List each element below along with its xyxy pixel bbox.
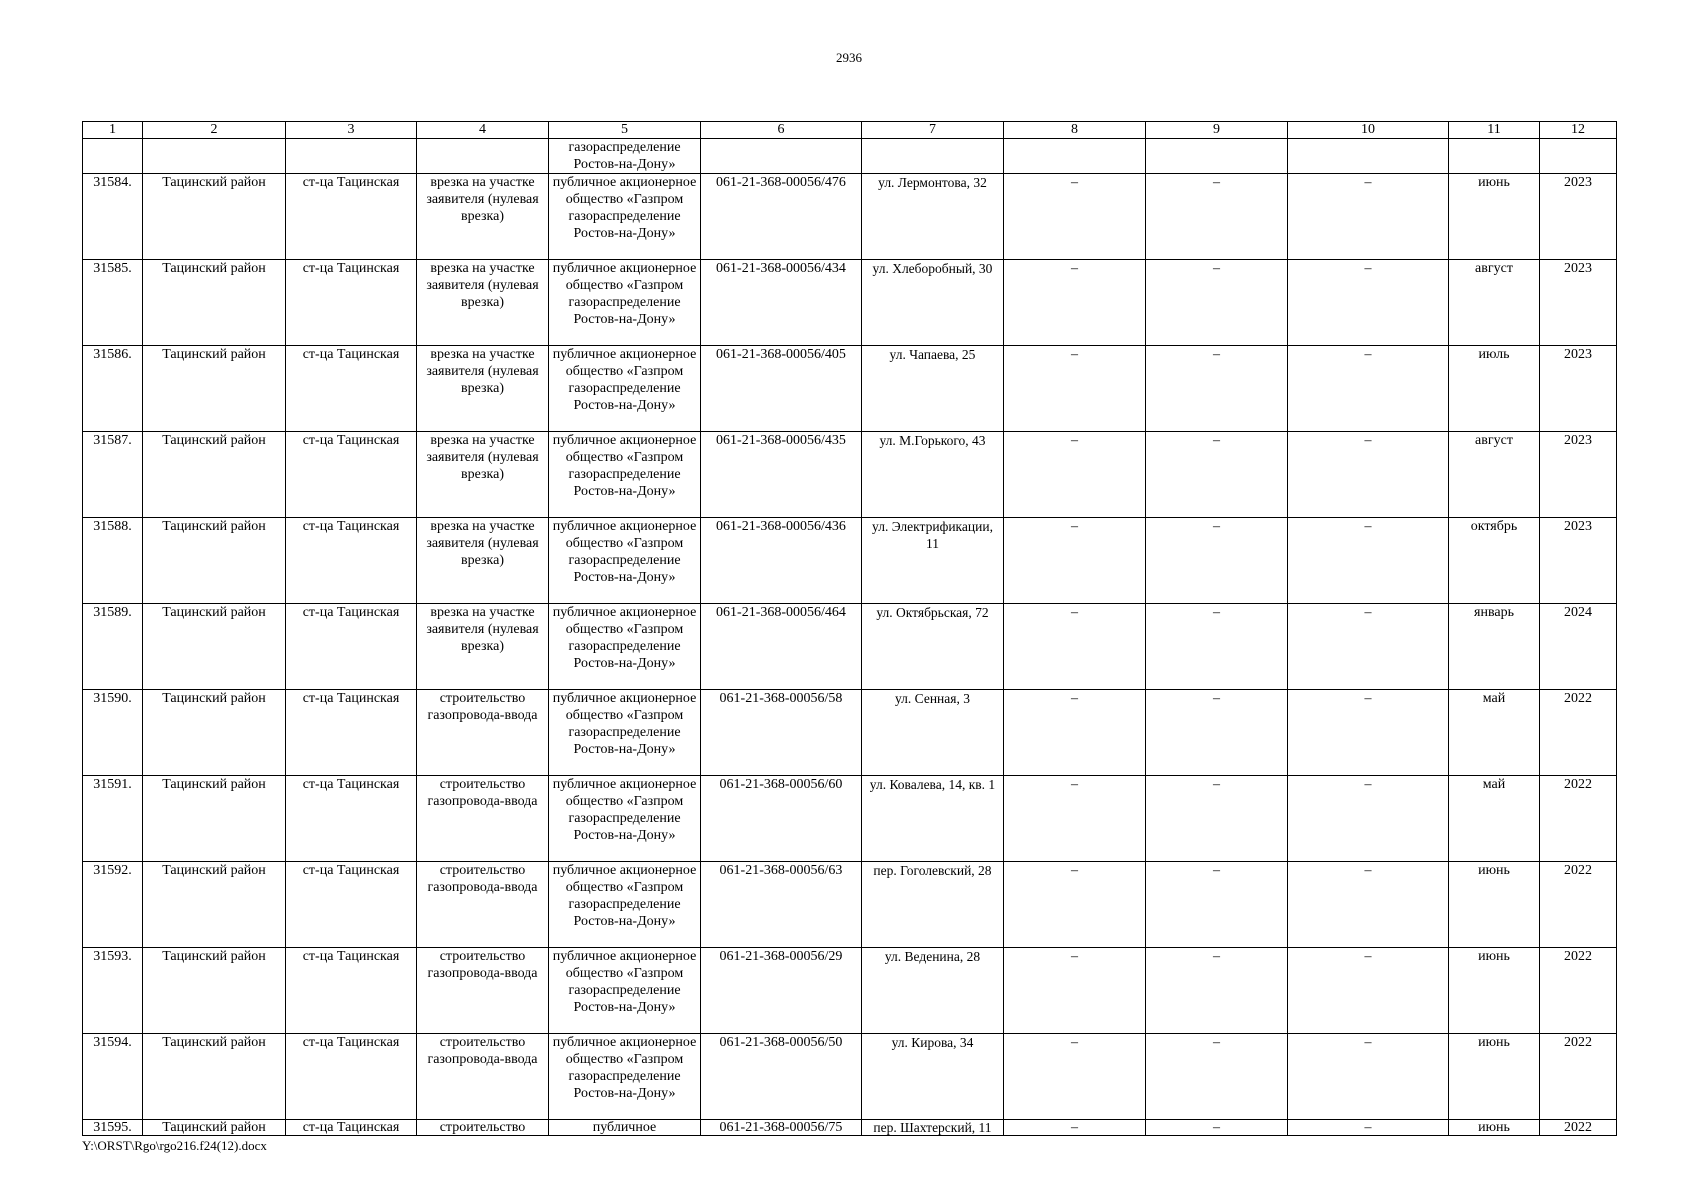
cell-num: 31595. — [83, 1120, 143, 1136]
column-header: 12 — [1540, 122, 1617, 139]
cell-year: 2022 — [1540, 862, 1617, 948]
cell-c9: – — [1146, 862, 1288, 948]
table-row — [83, 948, 1617, 1034]
cell-c8: – — [1004, 432, 1146, 518]
cell-num: 31584. — [83, 174, 143, 260]
cell-month: июнь — [1449, 948, 1540, 1034]
cell-locality: ст-ца Тацинская — [286, 690, 417, 776]
column-header: 3 — [286, 122, 417, 139]
page-number: 2936 — [836, 50, 862, 65]
cell-district: Тацинский район — [143, 862, 286, 948]
cell-code: 061-21-368-00056/75 — [701, 1120, 862, 1136]
cell-address — [862, 139, 1004, 174]
cell-district: Тацинский район — [143, 1034, 286, 1120]
cell-org: публичное акционерное общество «Газпром газораспределение Ростов-на-Дону» — [549, 948, 701, 1034]
cell-c10: – — [1288, 1120, 1449, 1136]
table-row — [83, 260, 1617, 346]
cell-address: ул. Хлеборобный, 30 — [862, 260, 1004, 346]
cell-work: строительство газопровода-ввода — [417, 776, 549, 862]
cell-c8: – — [1004, 260, 1146, 346]
cell-address: ул. Кирова, 34 — [862, 1034, 1004, 1120]
cell-month: январь — [1449, 604, 1540, 690]
cell-locality: ст-ца Тацинская — [286, 862, 417, 948]
cell-org: публичное акционерное общество «Газпром газораспределение Ростов-на-Дону» — [549, 862, 701, 948]
cell-c10: – — [1288, 518, 1449, 604]
cell-locality: ст-ца Тацинская — [286, 1034, 417, 1120]
cell-locality — [286, 139, 417, 174]
cell-locality: ст-ца Тацинская — [286, 604, 417, 690]
cell-org: публичное акционерное общество «Газпром газораспределение Ростов-на-Дону» — [549, 174, 701, 260]
column-header: 5 — [549, 122, 701, 139]
register-table — [82, 121, 1617, 1136]
cell-address: ул. М.Горького, 43 — [862, 432, 1004, 518]
column-header: 10 — [1288, 122, 1449, 139]
cell-c9 — [1146, 139, 1288, 174]
continuation-row — [83, 139, 1617, 174]
cell-district: Тацинский район — [143, 948, 286, 1034]
cell-num: 31593. — [83, 948, 143, 1034]
cell-org: публичное — [549, 1120, 701, 1136]
cell-c10: – — [1288, 346, 1449, 432]
cell-num: 31590. — [83, 690, 143, 776]
cell-num: 31585. — [83, 260, 143, 346]
cell-address: ул. Ковалева, 14, кв. 1 — [862, 776, 1004, 862]
table-row — [83, 776, 1617, 862]
cell-c8: – — [1004, 518, 1146, 604]
cell-c9: – — [1146, 776, 1288, 862]
cell-year: 2023 — [1540, 346, 1617, 432]
cell-code: 061-21-368-00056/50 — [701, 1034, 862, 1120]
cell-work: строительство газопровода-ввода — [417, 690, 549, 776]
cell-num: 31592. — [83, 862, 143, 948]
cell-address: ул. Сенная, 3 — [862, 690, 1004, 776]
cell-district: Тацинский район — [143, 432, 286, 518]
cell-c8: – — [1004, 1034, 1146, 1120]
cell-code — [701, 139, 862, 174]
cell-code: 061-21-368-00056/434 — [701, 260, 862, 346]
cell-month: июнь — [1449, 1120, 1540, 1136]
cell-org: публичное акционерное общество «Газпром газораспределение Ростов-на-Дону» — [549, 260, 701, 346]
column-header: 9 — [1146, 122, 1288, 139]
cell-c10: – — [1288, 432, 1449, 518]
cell-org: публичное акционерное общество «Газпром газораспределение Ростов-на-Дону» — [549, 1034, 701, 1120]
cell-month: май — [1449, 776, 1540, 862]
cell-month: июнь — [1449, 1034, 1540, 1120]
column-header: 6 — [701, 122, 862, 139]
cell-c9: – — [1146, 432, 1288, 518]
cell-district: Тацинский район — [143, 346, 286, 432]
cell-district: Тацинский район — [143, 1120, 286, 1136]
column-header: 7 — [862, 122, 1004, 139]
cell-district: Тацинский район — [143, 260, 286, 346]
cell-num: 31589. — [83, 604, 143, 690]
cell-code: 061-21-368-00056/436 — [701, 518, 862, 604]
cell-year — [1540, 139, 1617, 174]
cell-district: Тацинский район — [143, 604, 286, 690]
cell-c8: – — [1004, 776, 1146, 862]
cell-address: ул. Электрификации, 11 — [862, 518, 1004, 604]
cell-c8: – — [1004, 1120, 1146, 1136]
cell-num: 31591. — [83, 776, 143, 862]
cell-num: 31587. — [83, 432, 143, 518]
cell-code: 061-21-368-00056/60 — [701, 776, 862, 862]
cell-address: ул. Чапаева, 25 — [862, 346, 1004, 432]
cell-year: 2023 — [1540, 518, 1617, 604]
cell-locality: ст-ца Тацинская — [286, 346, 417, 432]
cell-num: 31586. — [83, 346, 143, 432]
cell-code: 061-21-368-00056/464 — [701, 604, 862, 690]
cell-c9: – — [1146, 690, 1288, 776]
cell-work: врезка на участке заявителя (нулевая врезка) — [417, 604, 549, 690]
cell-address: ул. Лермонтова, 32 — [862, 174, 1004, 260]
cell-work: строительство газопровода-ввода — [417, 948, 549, 1034]
cell-work: строительство газопровода-ввода — [417, 1034, 549, 1120]
cell-c10: – — [1288, 604, 1449, 690]
cell-c9: – — [1146, 604, 1288, 690]
cell-c10: – — [1288, 1034, 1449, 1120]
cell-org: публичное акционерное общество «Газпром газораспределение Ростов-на-Дону» — [549, 776, 701, 862]
cell-c9: – — [1146, 260, 1288, 346]
table-row — [83, 604, 1617, 690]
cell-locality: ст-ца Тацинская — [286, 174, 417, 260]
cell-locality: ст-ца Тацинская — [286, 432, 417, 518]
cell-locality: ст-ца Тацинская — [286, 518, 417, 604]
cell-org: публичное акционерное общество «Газпром газораспределение Ростов-на-Дону» — [549, 604, 701, 690]
cell-c8: – — [1004, 948, 1146, 1034]
column-header: 1 — [83, 122, 143, 139]
table-row-partial — [83, 1120, 1617, 1136]
cell-locality: ст-ца Тацинская — [286, 948, 417, 1034]
cell-num: 31588. — [83, 518, 143, 604]
cell-year: 2023 — [1540, 432, 1617, 518]
cell-month — [1449, 139, 1540, 174]
cell-c8: – — [1004, 690, 1146, 776]
cell-c9: – — [1146, 518, 1288, 604]
cell-c10: – — [1288, 174, 1449, 260]
cell-month: июнь — [1449, 174, 1540, 260]
table-row — [83, 862, 1617, 948]
cell-code: 061-21-368-00056/405 — [701, 346, 862, 432]
cell-year: 2022 — [1540, 690, 1617, 776]
cell-work: врезка на участке заявителя (нулевая врезка) — [417, 346, 549, 432]
cell-month: май — [1449, 690, 1540, 776]
cell-year: 2022 — [1540, 1034, 1617, 1120]
cell-c8: – — [1004, 346, 1146, 432]
cell-locality: ст-ца Тацинская — [286, 260, 417, 346]
cell-org: газораспределение Ростов-на-Дону» — [549, 139, 701, 174]
cell-num — [83, 139, 143, 174]
cell-month: октябрь — [1449, 518, 1540, 604]
footer-file-path: Y:\ORST\Rgo\rgo216.f24(12).docx — [82, 1138, 267, 1153]
cell-c10: – — [1288, 948, 1449, 1034]
cell-org: публичное акционерное общество «Газпром газораспределение Ростов-на-Дону» — [549, 518, 701, 604]
cell-c10: – — [1288, 862, 1449, 948]
cell-address: пер. Шахтерский, 11 — [862, 1120, 1004, 1136]
column-header: 11 — [1449, 122, 1540, 139]
table-row — [83, 518, 1617, 604]
table-row — [83, 346, 1617, 432]
cell-org: публичное акционерное общество «Газпром газораспределение Ростов-на-Дону» — [549, 432, 701, 518]
cell-org: публичное акционерное общество «Газпром газораспределение Ростов-на-Дону» — [549, 346, 701, 432]
cell-c9: – — [1146, 1120, 1288, 1136]
column-header: 2 — [143, 122, 286, 139]
cell-year: 2022 — [1540, 776, 1617, 862]
cell-c8: – — [1004, 174, 1146, 260]
cell-district: Тацинский район — [143, 174, 286, 260]
cell-c8: – — [1004, 604, 1146, 690]
cell-c8 — [1004, 139, 1146, 174]
cell-year: 2022 — [1540, 948, 1617, 1034]
table-row — [83, 432, 1617, 518]
cell-work: врезка на участке заявителя (нулевая врезка) — [417, 518, 549, 604]
cell-c10: – — [1288, 776, 1449, 862]
cell-code: 061-21-368-00056/435 — [701, 432, 862, 518]
cell-org: публичное акционерное общество «Газпром газораспределение Ростов-на-Дону» — [549, 690, 701, 776]
cell-year: 2023 — [1540, 174, 1617, 260]
cell-district: Тацинский район — [143, 776, 286, 862]
cell-num: 31594. — [83, 1034, 143, 1120]
column-header: 8 — [1004, 122, 1146, 139]
cell-year: 2022 — [1540, 1120, 1617, 1136]
cell-c10: – — [1288, 690, 1449, 776]
cell-c9: – — [1146, 174, 1288, 260]
cell-district — [143, 139, 286, 174]
cell-code: 061-21-368-00056/58 — [701, 690, 862, 776]
cell-work — [417, 139, 549, 174]
cell-month: июль — [1449, 346, 1540, 432]
cell-year: 2024 — [1540, 604, 1617, 690]
cell-work: врезка на участке заявителя (нулевая врезка) — [417, 174, 549, 260]
table-row — [83, 1034, 1617, 1120]
cell-c9: – — [1146, 1034, 1288, 1120]
cell-code: 061-21-368-00056/63 — [701, 862, 862, 948]
cell-work: строительство — [417, 1120, 549, 1136]
cell-year: 2023 — [1540, 260, 1617, 346]
cell-locality: ст-ца Тацинская — [286, 776, 417, 862]
cell-c10: – — [1288, 260, 1449, 346]
cell-c10 — [1288, 139, 1449, 174]
cell-month: июнь — [1449, 862, 1540, 948]
cell-district: Тацинский район — [143, 690, 286, 776]
cell-district: Тацинский район — [143, 518, 286, 604]
cell-locality: ст-ца Тацинская — [286, 1120, 417, 1136]
cell-month: август — [1449, 260, 1540, 346]
column-header: 4 — [417, 122, 549, 139]
cell-work: строительство газопровода-ввода — [417, 862, 549, 948]
cell-code: 061-21-368-00056/476 — [701, 174, 862, 260]
cell-c9: – — [1146, 948, 1288, 1034]
cell-code: 061-21-368-00056/29 — [701, 948, 862, 1034]
cell-work: врезка на участке заявителя (нулевая врезка) — [417, 260, 549, 346]
table-row — [83, 174, 1617, 260]
cell-month: август — [1449, 432, 1540, 518]
cell-address: ул. Октябрьская, 72 — [862, 604, 1004, 690]
column-number-row — [83, 122, 1617, 139]
cell-c8: – — [1004, 862, 1146, 948]
cell-c9: – — [1146, 346, 1288, 432]
cell-address: ул. Веденина, 28 — [862, 948, 1004, 1034]
cell-work: врезка на участке заявителя (нулевая врезка) — [417, 432, 549, 518]
cell-address: пер. Гоголевский, 28 — [862, 862, 1004, 948]
table-row — [83, 690, 1617, 776]
